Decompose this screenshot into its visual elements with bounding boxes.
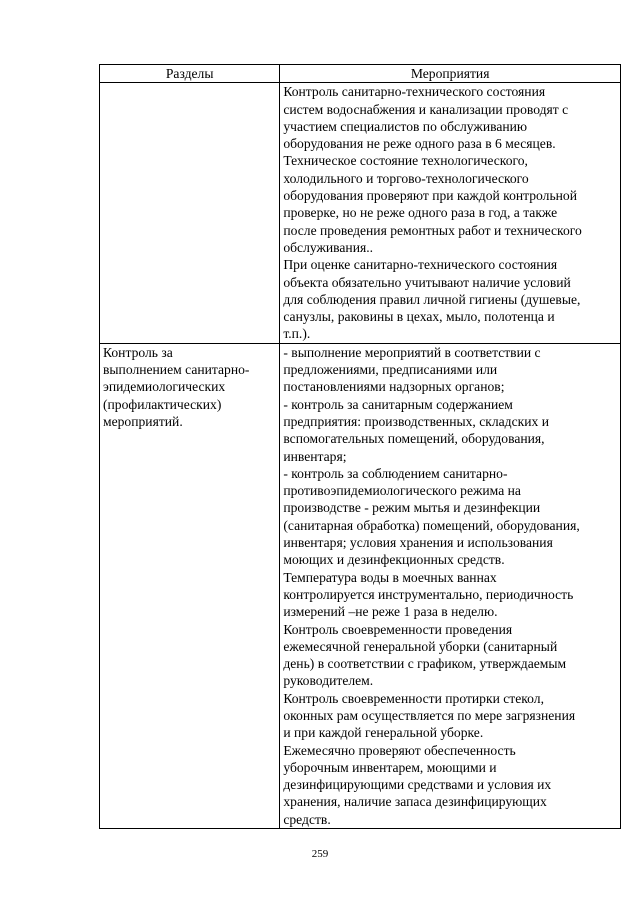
measure-text-line: вспомогательных помещений, оборудования, [283, 431, 545, 447]
measure-text-line: т.п.). [283, 326, 311, 342]
measure-text-line: противоэпидемиологического режима на [283, 483, 521, 499]
measure-text-line: оконных рам осуществляется по мере загрязнения [283, 707, 576, 723]
table-row [100, 83, 621, 343]
measure-text-line: Техническое состояние технологического, [283, 153, 528, 169]
measure-text-line: и при каждой генеральной уборке. [283, 725, 484, 741]
measure-text-line: контролируется инструментально, периодичность [283, 586, 574, 602]
section-text-line: мероприятий. [103, 413, 183, 429]
measure-text-line: Контроль своевременности протирки стекол, [283, 690, 544, 706]
measure-text-line: обслуживания.. [283, 239, 374, 255]
measure-text-line: уборочным инвентарем, моющими и [283, 759, 497, 775]
measure-text-line: - контроль за санитарным содержанием [283, 396, 513, 412]
measure-text-line: инвентаря; [283, 448, 347, 464]
measure-text-line: - выполнение мероприятий в соответствии с [283, 344, 541, 360]
section-cell [100, 343, 280, 828]
measure-text-line: измерений –не реже 1 раза в неделю. [283, 604, 498, 620]
measure-text-line: моющих и дезинфекционных средств. [283, 552, 505, 568]
measure-text-line: для соблюдения правил личной гигиены (душевые, [283, 291, 581, 307]
measures-cell [280, 343, 621, 828]
measure-text-line: инвентаря; условия хранения и использования [283, 535, 553, 551]
measure-text-line: постановлениями надзорных органов; [283, 379, 505, 395]
measure-text-line: Контроль санитарно-технического состояния [283, 84, 546, 100]
measure-text-line: Контроль своевременности проведения [283, 621, 513, 637]
header-measures: Мероприятия [280, 65, 621, 83]
measure-text-line: - контроль за соблюдением санитарно- [283, 465, 508, 481]
page-number: 259 [311, 848, 329, 860]
measure-text-line: после проведения ремонтных работ и технического [283, 222, 582, 238]
measure-text-line: участием специалистов по обслуживанию [283, 118, 528, 134]
measure-text-line: Температура воды в моечных ваннах [283, 569, 497, 585]
measure-text-line: предложениями, предписаниями или [283, 362, 498, 378]
measure-text-line: систем водоснабжения и канализации проводят с [283, 101, 569, 117]
measure-text-line: предприятия: производственных, складских и [283, 413, 549, 429]
measure-text-line: дезинфицирующими средствами и условия их [283, 777, 552, 793]
measure-text-line: оборудования не реже одного раза в 6 месяцев. [283, 136, 556, 152]
section-cell [100, 83, 280, 343]
measure-text-line: производстве - режим мытья и дезинфекции [283, 500, 541, 516]
measure-text-line: средств. [283, 811, 331, 827]
table-row [100, 343, 621, 828]
measure-text-line: (санитарная обработка) помещений, оборудования, [283, 517, 580, 533]
measure-text-line: оборудования проверяют при каждой контрольной [283, 188, 577, 204]
measure-text-line: ежемесячной генеральной уборки (санитарный [283, 638, 558, 654]
table-header-row [100, 65, 621, 83]
section-text-line: (профилактических) [103, 396, 222, 412]
measure-text-line: Ежемесячно проверяют обеспеченность [283, 742, 516, 758]
measure-text-line: При оценке санитарно-технического состояния [283, 257, 558, 273]
measure-text-line: день) в соответствии с графиком, утверждаемым [283, 656, 567, 672]
measures-cell [280, 83, 621, 343]
measure-text-line: санузлы, раковины в цехах, мыло, полотенца и [283, 309, 555, 325]
measure-text-line: проверке, но не реже одного раза в год, а также [283, 205, 558, 221]
measure-text-line: объекта обязательно учитывают наличие условий [283, 274, 571, 290]
measures-table [99, 64, 621, 829]
measure-text-line: холодильного и торгово-технологического [283, 170, 529, 186]
header-sections: Разделы [100, 65, 280, 83]
section-text-line: Контроль за [103, 344, 173, 360]
measure-text-line: хранения, наличие запаса дезинфицирующих [283, 794, 547, 810]
section-text-line: эпидемиологических [103, 379, 226, 395]
measure-text-line: руководителем. [283, 673, 374, 689]
section-text-line: выполнением санитарно- [103, 362, 250, 378]
